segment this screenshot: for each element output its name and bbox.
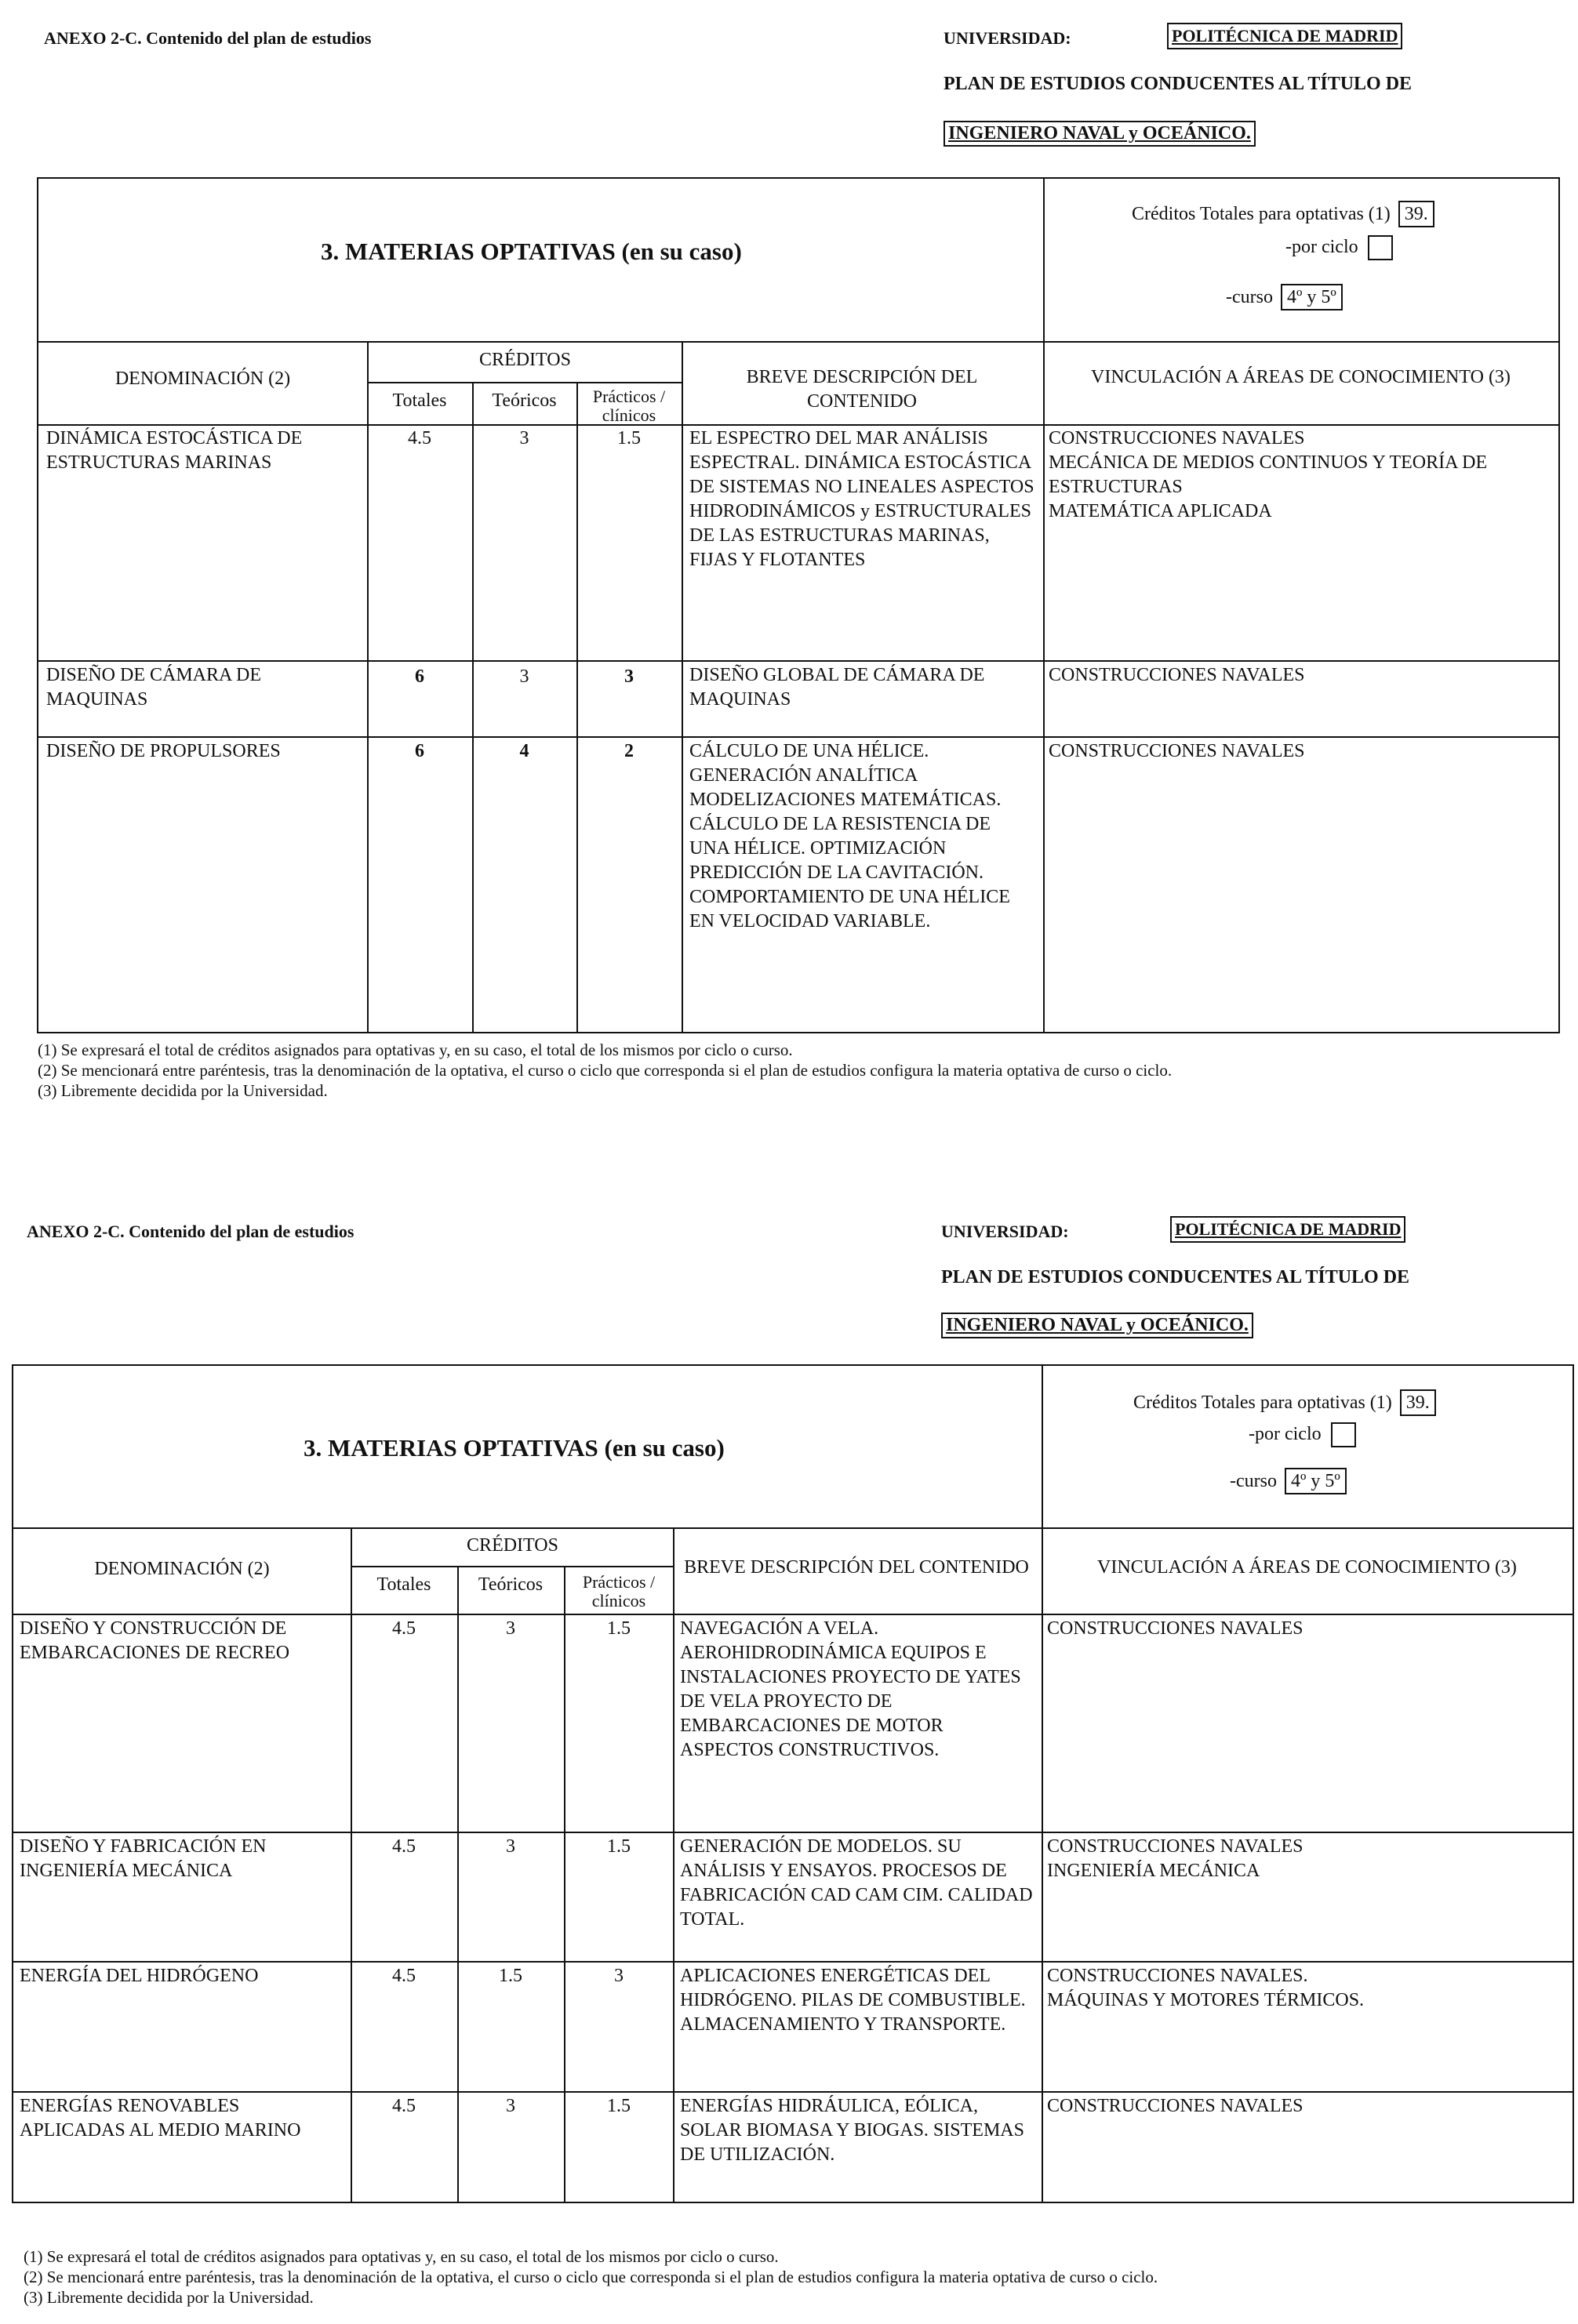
row-practicos: 3 xyxy=(624,666,634,687)
col-denominacion: DENOMINACIÓN (2) xyxy=(94,1559,270,1579)
row-totales: 4.5 xyxy=(392,2096,416,2116)
col-creditos: CRÉDITOS xyxy=(467,1535,558,1556)
footnote-1: (1) Se expresará el total de créditos asignados para optativas y, en su caso, el total de los mismos por ciclo o curso. xyxy=(38,1040,793,1059)
row-vinculacion: CONSTRUCCIONES NAVALES MECÁNICA DE MEDIOS CONTINUOS Y TEORÍA DE ESTRUCTURAS MATEMÁTICA APLICADA xyxy=(1049,428,1488,521)
por-ciclo-box xyxy=(1331,1422,1356,1447)
row-vinculacion: CONSTRUCCIONES NAVALES. MÁQUINAS Y MOTORES TÉRMICOS. xyxy=(1047,1966,1365,2010)
col-teoricos: Teóricos xyxy=(492,390,557,411)
universidad-label: UNIVERSIDAD: xyxy=(944,28,1071,48)
row-practicos: 1.5 xyxy=(607,1836,631,1857)
row-totales: 6 xyxy=(415,666,424,687)
footnote-3: (3) Libremente decidida por la Universidad. xyxy=(24,2288,314,2307)
curso-value: 4º y 5º xyxy=(1281,284,1343,310)
section-title: 3. MATERIAS OPTATIVAS (en su caso) xyxy=(321,238,742,265)
footnote-3: (3) Libremente decidida por la Universidad. xyxy=(38,1081,328,1100)
row-descripcion: APLICACIONES ENERGÉTICAS DEL HIDRÓGENO. PILAS DE COMBUSTIBLE. ALMACENAMIENTO Y TRANSPORTE. xyxy=(680,1966,1026,2035)
plan-label: PLAN DE ESTUDIOS CONDUCENTES AL TÍTULO DE xyxy=(944,74,1413,94)
creditos-totales-row xyxy=(1133,1389,1436,1416)
footnote-1: (1) Se expresará el total de créditos asignados para optativas y, en su caso, el total de los mismos por ciclo o curso. xyxy=(24,2247,779,2266)
row-descripcion: DISEÑO GLOBAL DE CÁMARA DE MAQUINAS xyxy=(689,665,985,710)
curso-row xyxy=(1230,1468,1347,1494)
curso-value: 4º y 5º xyxy=(1285,1468,1347,1494)
row-totales: 4.5 xyxy=(392,1966,416,1986)
curso-label: -curso xyxy=(1230,1471,1277,1491)
creditos-totales-label: Créditos Totales para optativas (1) xyxy=(1133,1393,1392,1413)
footnote-2: (2) Se mencionará entre paréntesis, tras la denominación de la optativa, el curso o ciclo que corresponda si el plan de estudios configura la materia optativa de curso o ciclo. xyxy=(24,2268,1158,2286)
footnote-2: (2) Se mencionará entre paréntesis, tras la denominación de la optativa, el curso o ciclo que corresponda si el plan de estudios configura la materia optativa de curso o ciclo. xyxy=(38,1061,1173,1080)
col-denominacion: DENOMINACIÓN (2) xyxy=(115,369,291,389)
section-title: 3. MATERIAS OPTATIVAS (en su caso) xyxy=(304,1434,725,1462)
row-teoricos: 3 xyxy=(506,1618,515,1639)
row-teoricos: 4 xyxy=(519,741,529,761)
row-descripcion: GENERACIÓN DE MODELOS. SU ANÁLISIS Y ENSAYOS. PROCESOS DE FABRICACIÓN CAD CAM CIM. CALIDAD TOTAL. xyxy=(680,1836,1033,1930)
row-vinculacion: CONSTRUCCIONES NAVALES xyxy=(1049,665,1305,685)
col-totales: Totales xyxy=(392,390,447,411)
row-practicos: 3 xyxy=(614,1966,624,1986)
universidad-name: POLITÉCNICA DE MADRID xyxy=(1167,23,1402,49)
row-totales: 6 xyxy=(415,741,424,761)
row-denominacion: DISEÑO DE PROPULSORES xyxy=(46,741,281,761)
col-vinculacion: VINCULACIÓN A ÁREAS DE CONOCIMIENTO (3) xyxy=(1091,367,1511,387)
row-descripcion: CÁLCULO DE UNA HÉLICE. GENERACIÓN ANALÍTICA MODELIZACIONES MATEMÁTICAS. CÁLCULO DE LA RESISTENCIA DE UNA HÉLICE. OPTIMIZACIÓN PREDICCIÓN DE LA CAVITACIÓN. COMPORTAMIENTO DE UNA HÉLICE EN VELOCIDAD VARIABLE. xyxy=(689,741,1010,931)
row-denominacion: ENERGÍA DEL HIDRÓGENO xyxy=(20,1966,259,1986)
col-vinculacion: VINCULACIÓN A ÁREAS DE CONOCIMIENTO (3) xyxy=(1097,1557,1517,1578)
por-ciclo-label: -por ciclo xyxy=(1249,1424,1322,1444)
por-ciclo-row xyxy=(1249,1422,1356,1447)
footnotes xyxy=(24,2246,1158,2308)
row-totales: 4.5 xyxy=(392,1618,416,1639)
row-descripcion: NAVEGACIÓN A VELA. AEROHIDRODINÁMICA EQUIPOS E INSTALACIONES PROYECTO DE YATES DE VELA PROYECTO DE EMBARCACIONES DE MOTOR ASPECTOS CONSTRUCTIVOS. xyxy=(680,1618,1021,1760)
degree-title: INGENIERO NAVAL y OCEÁNICO. xyxy=(941,1313,1253,1338)
por-ciclo-row xyxy=(1285,235,1393,260)
row-practicos: 2 xyxy=(624,741,634,761)
creditos-totales-row xyxy=(1132,201,1434,227)
curso-label: -curso xyxy=(1226,287,1273,307)
row-practicos: 1.5 xyxy=(607,1618,631,1639)
por-ciclo-box xyxy=(1368,235,1393,260)
row-vinculacion: CONSTRUCCIONES NAVALES xyxy=(1047,2096,1303,2116)
row-vinculacion: CONSTRUCCIONES NAVALES xyxy=(1047,1618,1303,1639)
row-denominacion: ENERGÍAS RENOVABLES APLICADAS AL MEDIO MARINO xyxy=(20,2096,301,2141)
creditos-totales-label: Créditos Totales para optativas (1) xyxy=(1132,204,1391,224)
col-practicos: Prácticos / clínicos xyxy=(592,387,666,425)
degree-title: INGENIERO NAVAL y OCEÁNICO. xyxy=(944,121,1256,147)
row-teoricos: 1.5 xyxy=(499,1966,522,1986)
row-teoricos: 3 xyxy=(506,2096,515,2116)
curso-row xyxy=(1226,284,1343,310)
col-teoricos: Teóricos xyxy=(478,1574,544,1595)
row-teoricos: 3 xyxy=(519,428,529,448)
row-descripcion: ENERGÍAS HIDRÁULICA, EÓLICA, SOLAR BIOMASA Y BIOGAS. SISTEMAS DE UTILIZACIÓN. xyxy=(680,2096,1024,2165)
creditos-totales-value: 39. xyxy=(1398,201,1434,227)
row-descripcion: EL ESPECTRO DEL MAR ANÁLISIS ESPECTRAL. DINÁMICA ESTOCÁSTICA DE SISTEMAS NO LINEALES ASPECTOS HIDRODINÁMICOS y ESTRUCTURALES DE LAS ESTRUCTURAS MARINAS, FIJAS Y FLOTANTES xyxy=(689,428,1034,570)
row-vinculacion: CONSTRUCCIONES NAVALES INGENIERÍA MECÁNICA xyxy=(1047,1836,1303,1881)
row-totales: 4.5 xyxy=(408,428,431,448)
col-descripcion: BREVE DESCRIPCIÓN DEL CONTENIDO xyxy=(684,1557,1029,1578)
row-denominacion: DINÁMICA ESTOCÁSTICA DE ESTRUCTURAS MARINAS xyxy=(46,428,303,473)
universidad-label: UNIVERSIDAD: xyxy=(941,1222,1069,1241)
annex-title: ANEXO 2-C. Contenido del plan de estudios xyxy=(44,28,372,48)
footnotes xyxy=(38,1040,1172,1101)
row-practicos: 1.5 xyxy=(607,2096,631,2116)
col-creditos: CRÉDITOS xyxy=(479,350,571,370)
col-practicos: Prácticos / clínicos xyxy=(582,1572,656,1610)
col-descripcion: BREVE DESCRIPCIÓN DEL CONTENIDO xyxy=(746,367,978,412)
por-ciclo-label: -por ciclo xyxy=(1285,237,1358,257)
annex-title: ANEXO 2-C. Contenido del plan de estudios xyxy=(27,1222,355,1241)
row-denominacion: DISEÑO Y FABRICACIÓN EN INGENIERÍA MECÁNICA xyxy=(20,1836,267,1881)
optativas-table xyxy=(37,177,1560,1033)
row-teoricos: 3 xyxy=(506,1836,515,1857)
optativas-table xyxy=(12,1364,1574,2203)
row-denominacion: DISEÑO Y CONSTRUCCIÓN DE EMBARCACIONES DE RECREO xyxy=(20,1618,290,1663)
row-totales: 4.5 xyxy=(392,1836,416,1857)
plan-label: PLAN DE ESTUDIOS CONDUCENTES AL TÍTULO DE xyxy=(941,1267,1410,1287)
creditos-totales-value: 39. xyxy=(1400,1389,1436,1416)
row-practicos: 1.5 xyxy=(617,428,641,448)
row-vinculacion: CONSTRUCCIONES NAVALES xyxy=(1049,741,1305,761)
universidad-name: POLITÉCNICA DE MADRID xyxy=(1170,1216,1405,1243)
row-denominacion: DISEÑO DE CÁMARA DE MAQUINAS xyxy=(46,665,262,710)
row-teoricos: 3 xyxy=(519,666,529,687)
col-totales: Totales xyxy=(376,1574,431,1595)
